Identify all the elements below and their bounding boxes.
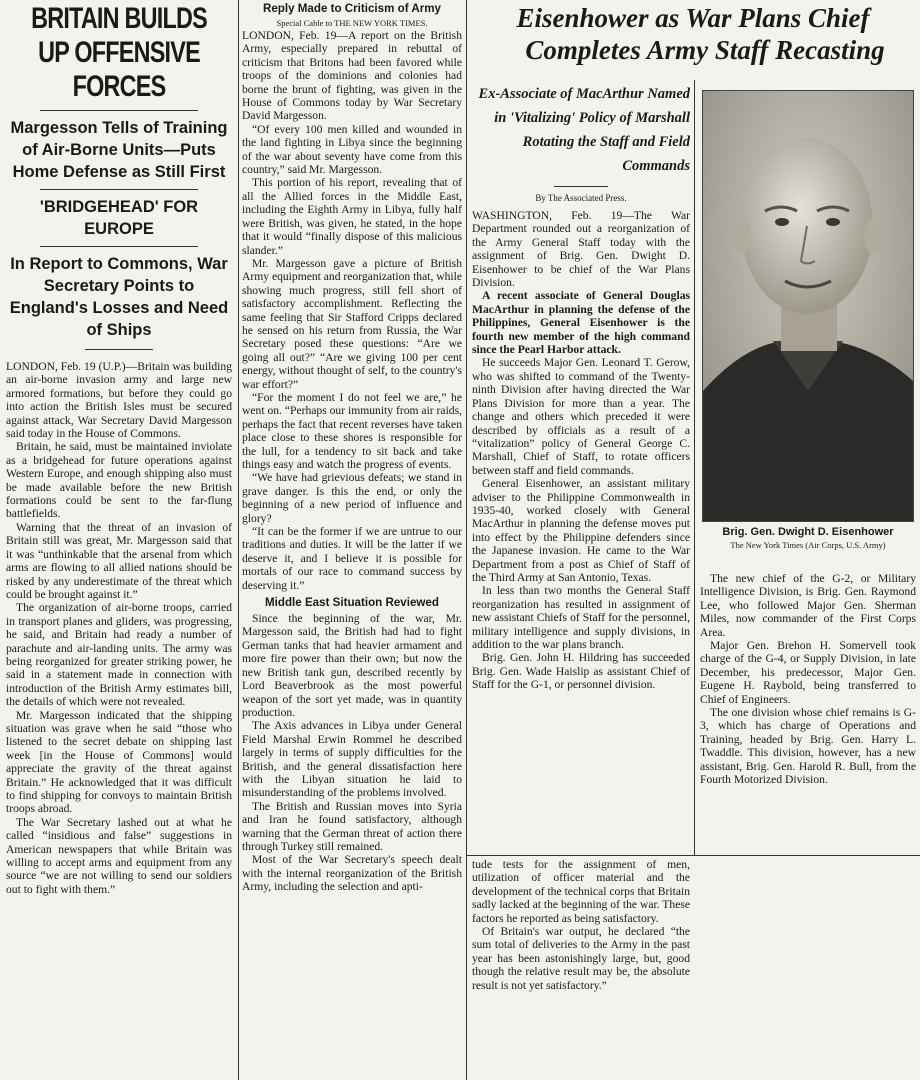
article-paragraph: LONDON, Feb. 19—A report on the British Army, especially prepared in rebuttal of criticism that Britons had been favored while troops of the dominions and colonies had borne the brunt of fighting, was given in the House of Commons today by War Secretary David Margesson. [242, 29, 462, 123]
article-paragraph: He succeeds Major Gen. Leonard T. Gerow, who was shifted to command of the Twenty-ninth Division after having directed the War Plans Division for more than a year. The change and others which preceded it were described by officials as a result of a “vitalization” policy of General George C. Marshall, Chief of Staff, to rotate officers between staff and field commands. [472, 356, 690, 477]
article-paragraph: “Of every 100 men killed and wounded in the land fighting in Libya since the beginning of the war about seventy have come from this country,” said Mr. Margesson. [242, 122, 462, 177]
headline-staff-recasting: Completes Army Staff Recasting [525, 35, 885, 65]
article-paragraph: Most of the War Secretary's speech dealt with the internal reorganization of the British Army, including the selection and apti- [242, 853, 462, 894]
headline-reply: Reply Made to Criticism of Army [262, 2, 442, 15]
article-paragraph: Warning that the threat of an invasion of Britain still was great, Mr. Margesson said that it was “unthinkable that the arsenal from which arms are flowing to all allied nations should be risked by any underestimate of the threat which could be brought against it.” [6, 520, 232, 601]
column-2 [242, 2, 462, 1078]
article-paragraph: The War Secretary lashed out at what he called “insidious and false” suggestions in American newspapers that while Britain was willing to accept arms and equipment from any source “we are not willing to send our soldiers out to fight with them.” [6, 815, 232, 896]
article-paragraph: LONDON, Feb. 19 (U.P.)—Britain was building an air-borne invasion army and large new armored formations, but before they could go into action the British Isles must be secured against attack, War Secretary David Margesson said today in the House of Commons. [6, 360, 232, 441]
separator [554, 186, 609, 187]
article-paragraph: Mr. Margesson indicated that the shipping situation was grave when he said “those who listened to the secret debate on shipping last week [in the House of Commons] would appreciate the gravity of the threat against Britain.” He acknowledged that it was difficult to find shipping for convoys to maintain British troops abroad. [6, 708, 232, 816]
article-paragraph: The new chief of the G-2, or Military Intelligence Division, is Brig. Gen. Raymond Lee, who followed Major Gen. Sherman Miles, now commander of the First Corps Area. [700, 572, 916, 639]
separator [40, 110, 198, 111]
column-5 [700, 572, 916, 852]
article-paragraph: The British and Russian moves into Syria and Iran he found satisfactory, although warning that the German threat of action there through Turkey still remained. [242, 799, 462, 853]
article-paragraph: General Eisenhower, an assistant military adviser to the Philippine Commonwealth in 1935-40, worked closely with General MacArthur in planning the defense moves put into effect by the Philippine defenders since the Japanese invasion. He came to the War Department from a post as Chief of Staff of the Third Army at San Antonio, Texas. [472, 477, 690, 584]
separator [40, 189, 198, 190]
headline-britain: BRITAIN BUILDS UP OFFENSIVE FORCES [31, 2, 207, 103]
eisenhower-photo [702, 90, 914, 522]
photo-credit: The New York Times (Air Corps, U.S. Army) [730, 540, 886, 550]
headline-eisenhower: Eisenhower as War Plans Chief [516, 3, 870, 33]
article-paragraph: In less than two months the General Staff reorganization has resulted in assignment of new assistant Chiefs of Staff for the personnel, military intelligence and supply divisions, in addition to the war plans branch. [472, 584, 690, 651]
byline: By The Associated Press. [535, 193, 627, 203]
article-paragraph: tude tests for the assignment of men, utilization of officer material and the development of the technical corps that Britain sadly lacked at the beginning of the war. These factors he reported as being satisfactory. [472, 858, 690, 925]
article-paragraph: The organization of air-borne troops, carried in transport planes and gliders, was progressing, he said, and Britain had ready a number of parachute and air-landing units. The army was being reorganized for greater striking power, he said in a statement made in connection with introduction of the British Army estimates bill, the details of which were not revealed. [6, 601, 232, 709]
article-paragraph: WASHINGTON, Feb. 19—The War Department rounded out a reorganization of the Army General Staff today with the assignment of Brig. Gen. Dwight D. Eisenhower to be chief of the War Plans Division. [472, 209, 690, 290]
portrait-image [703, 91, 913, 521]
article-paragraph: The one division whose chief remains is G-3, which has charge of Operations and Training, headed by Brig. Gen. Harry L. Twaddle. This division, however, has a new assistant, Brig. Gen. Harold R. Bull, from the Fourth Motorized Division. [700, 706, 916, 787]
article-paragraph: Brig. Gen. John H. Hildring has succeeded Brig. Gen. Wade Haislip as assistant Chief of Staff for the G-1, or personnel division. [472, 651, 690, 692]
special-cable-line: Special Cable to THE NEW YORK TIMES. [276, 18, 428, 28]
photo-caption: Brig. Gen. Dwight D. Eisenhower [722, 526, 894, 538]
article-paragraph: “For the moment I do not feel we are,” he went on. “Perhaps our immunity from air raids, perhaps the fact that recent reverses have taken place close to these shores is responsible for the lull, for a tendency to sit back and take things easy and watch the progress of events. [242, 390, 462, 471]
article-paragraph: Britain, he said, must be maintained inviolate as a bridgehead for future operations against Western Europe, and enough shipping also must be made available before the new British formations could be sent to the far-flung battlefields. [6, 440, 232, 521]
subheadline-bridgehead: 'BRIDGEHEAD' FOR EUROPE [39, 198, 199, 238]
photo-caption-block [698, 526, 918, 550]
separator [40, 246, 198, 247]
subheadline-margesson: Margesson Tells of Training of Air-Borne Units—Puts Home Defense as Still First [10, 119, 228, 181]
article-paragraph: Mr. Margesson gave a picture of British Army equipment and reorganization that, while showing much progress, still fell short of satisfactory accomplishment. Reflecting the same feeling that Sir Stafford Cripps declared he sensed on his return from Russia, the War Secretary posed these questions: “Are we going all out?” “Are we giving 100 per cent energy, without thought of self, to the country's war effort?” [242, 256, 462, 391]
article-paragraph: “It can be the former if we are untrue to our traditions and duties. It will be the latter if we deserve it, and I believe it is possible for mortals of our race to command success by deserving it.” [242, 525, 462, 592]
article-paragraph: Of Britain's war output, he declared “the sum total of deliveries to the Army in the past year has been astonishingly large, but, good though the relative result may be, the absolute result is not yet satisfactory.” [472, 925, 690, 992]
eisenhower-headline-block [470, 2, 916, 80]
article-paragraph: Major Gen. Brehon H. Somervell took charge of the G-4, or Supply Division, in late December, his predecessor, Major Gen. Eugene H. Raybold, being transferred to Chief of Engineers. [700, 639, 916, 706]
column-3 [472, 82, 690, 854]
article-paragraph: The Axis advances in Libya under General Field Marshal Erwin Rommel he described largely in terms of supply difficulties for the British, and the general dissatisfaction here with the Libyan situation he laid to misunderstanding of the problems involved. [242, 719, 462, 800]
article-paragraph: “We have had grievious defeats; we stand in grave danger. Is this the end, or only the beginning of a new period of influence and glory? [242, 471, 462, 525]
article-paragraph: Since the beginning of the war, Mr. Margesson said, the British had had to fight German tanks that had heavier armament and more fire power than their own; but now the new British tank gun, described recently by Lord Beaverbrook as the most powerful weapon of the sort yet made, was in quantity production. [242, 612, 462, 719]
subheadline-report: In Report to Commons, War Secretary Points to England's Losses and Need of Ships [9, 255, 229, 339]
subhead-middle-east: Middle East Situation Reviewed [265, 596, 439, 610]
article-paragraph: This portion of his report, revealing that of all the Allied forces in the Middle East, including the Eighth Army in Libya, fully half were British, was given, he stated, in the hope that it would “finally dispose of this malicious slander.” [242, 176, 462, 257]
column-3-continuation [472, 858, 690, 1078]
article-paragraph: A recent associate of General Douglas MacArthur in planning the defense of the Philippines, General Eisenhower is the fourth new member of the high command since the Pearl Harbor attack. [472, 289, 690, 357]
column-1 [6, 2, 232, 1078]
separator [85, 349, 153, 350]
deck-ex-associate: Ex-Associate of MacArthur Named in 'Vitalizing' Policy of Marshall Rotating the Staff and Field Commands [478, 86, 690, 174]
